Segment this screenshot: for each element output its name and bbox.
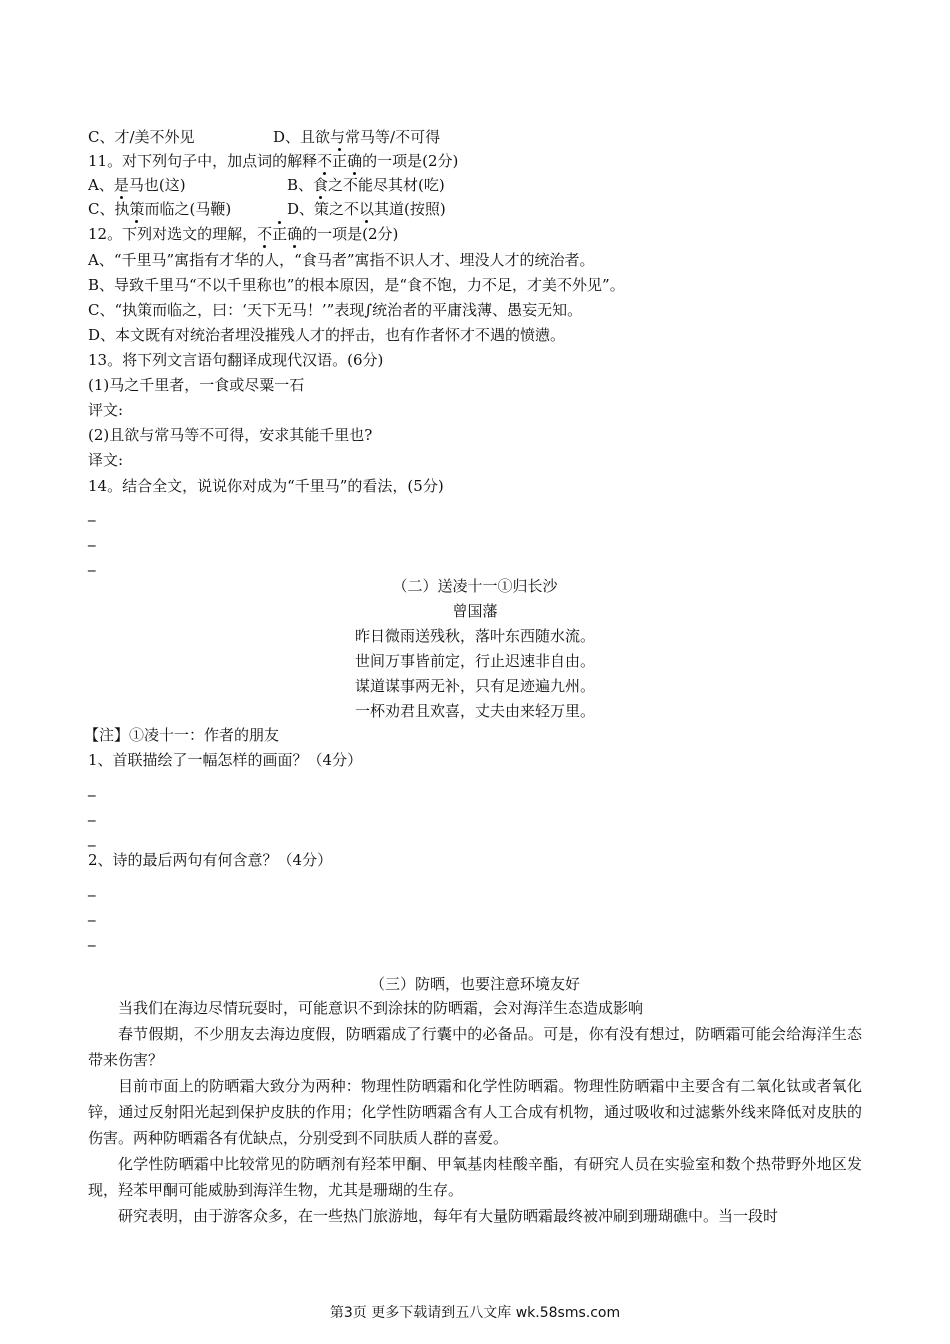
article-paragraph: 当我们在海边尽情玩耍时，可能意识不到涂抹的防晒霜，会对海洋生态造成影响 [118, 999, 644, 1017]
q12-option-a: A、“千里马”寓指有才华的人，“食马者”寓指不识人才、埋没人才的统治者。 [88, 251, 595, 269]
q11-d-rest: 其道(按照) [374, 200, 446, 218]
q11-b-rest: 之不能尽其材(吃) [328, 176, 445, 194]
q13-translation-1-label: 评文: [88, 401, 124, 419]
answer-blank-line: _ [88, 904, 96, 922]
article-title: （三）防晒，也要注意环境友好 [369, 975, 580, 993]
q12-option-d: D、本文既有对统治者埋没摧残人才的抨击，也有作者怀才不遇的愤懑。 [88, 326, 566, 344]
answer-blank-line: _ [88, 929, 96, 947]
page-footer: 第3页 更多下载请到五八文库 wk.58sms.com [329, 1305, 621, 1321]
q11-c-rest: 而临之(马鞭) [144, 200, 232, 218]
poem-question-1: 1、首联描绘了一幅怎样的画面？（4分） [88, 751, 363, 769]
q12-stem-dotted-2: 正 [272, 225, 288, 243]
answer-blank-line: _ [88, 804, 96, 822]
q11-a-prefix: A、 [88, 176, 114, 194]
q11-stem-text: 11。对下列句子中，加点词的解释 [88, 152, 318, 170]
q11-c-prefix: C、执 [88, 200, 130, 218]
q11-stem-end: 的一项是(2分) [362, 152, 459, 170]
poem-line: 昨日微雨送残秋，落叶东西随水流。 [354, 627, 595, 645]
q13-sentence-2: (2)且欲与常马等不可得，安求其能千里也? [88, 426, 373, 444]
q11-option-a [88, 175, 186, 195]
q11-option-d [287, 199, 446, 219]
q12-option-c: C、“执策而临之，曰：‘天下无马！’”表现∫统治者的平庸浅薄、愚妄无知。 [88, 301, 583, 319]
article-paragraph: 目前市面上的防晒霜大致分为两种：物理性防晒霜和化学性防晒霜。物理性防晒霜中主要含有二氧化钛或者氧化锌，通过反射阳光起到保护皮肤的作用；化学性防晒霜含有人工合成有机物，通过吸收和过滤紫外线来降低对皮肤的伤害。两种防晒霜各有优缺点，分别受到不同肤质人群的喜爱。 [88, 1077, 862, 1147]
article-paragraph: 化学性防晒霜中比较常见的防晒剂有羟苯甲酮、甲氧基肉桂酸辛酯，有研究人员在实验室和数个热带野外地区发现，羟苯甲酮可能威胁到海洋生物，尤其是珊瑚的生存。 [88, 1155, 862, 1199]
q11-option-b [287, 175, 445, 195]
q11-b-dotted: 食 [313, 176, 329, 194]
q13-stem: 13。将下列文言语句翻译成现代汉语。(6分) [88, 351, 384, 369]
poem-note: 【注】①凌十一：作者的朋友 [84, 726, 280, 744]
q11-option-c [88, 199, 231, 219]
q13-translation-2-label: 译文: [88, 451, 124, 469]
answer-blank-line: _ [88, 554, 96, 572]
answer-blank-line: _ [88, 529, 96, 547]
article-paragraph: 研究表明，由于游客众多，在一些热门旅游地，每年有大量防晒霜最终被冲刷到珊瑚礁中。当一段时 [118, 1207, 779, 1225]
q11-a-dotted: 是 [113, 176, 129, 194]
answer-blank-line: _ [88, 504, 96, 522]
q12-stem [88, 224, 398, 244]
article-paragraph: 春节假期，不少朋友去海边度假，防晒霜成了行囊中的必备品。可是，你有没有想过，防晒霜可能会给海洋生态带来伤害？ [88, 1025, 862, 1069]
q11-b-prefix: B、 [287, 176, 314, 194]
q11-d-prefix: D、策之不 [287, 200, 360, 218]
q12-option-b: B、导致千里马“不以千里称也”的根本原因，是“食不饱，力不足，才美不外见”。 [88, 276, 625, 294]
q11-a-rest: 马也(这) [128, 176, 186, 194]
answer-blank-line: _ [88, 879, 96, 897]
q11-stem-dotted-2: 正 [332, 152, 348, 170]
q13-sentence-1: (1)马之千里者，一食或尽粟一石 [88, 376, 305, 394]
q11-c-dotted: 策 [129, 200, 145, 218]
poem-question-2: 2、诗的最后两句有何含意？（4分） [88, 851, 333, 869]
q12-stem-text: 12。下列对选文的理解， [88, 225, 258, 243]
q11-stem-dotted-1: 不 [317, 152, 333, 170]
q11-stem [88, 151, 458, 171]
poem-line: 世间万事皆前定，行止迟速非自由。 [354, 652, 595, 670]
q12-stem-dotted-1: 不 [257, 225, 273, 243]
answer-blank-line: _ [88, 779, 96, 797]
q12-stem-end: 的一项是(2分) [302, 225, 399, 243]
poem-line: 一杯劝君且欢喜，丈夫由来轻万里。 [354, 702, 595, 720]
q10-option-d: D、且欲与常马等/不可得 [273, 128, 441, 146]
q12-stem-dotted-3: 确 [287, 225, 303, 243]
q10-option-c: C、才/美不外见 [88, 128, 195, 146]
q14-stem: 14。结合全文，说说你对成为“千里马”的看法，(5分) [88, 477, 444, 495]
poem-line: 谋道谋事两无补，只有足迹遍九州。 [354, 677, 595, 695]
q11-stem-dotted-3: 确 [347, 152, 363, 170]
poem-title: （二）送凌十一①归长沙 [392, 577, 558, 595]
poem-author: 曾国藩 [452, 602, 498, 620]
q11-d-dotted: 以 [359, 200, 375, 218]
answer-blank-line: _ [88, 829, 96, 847]
